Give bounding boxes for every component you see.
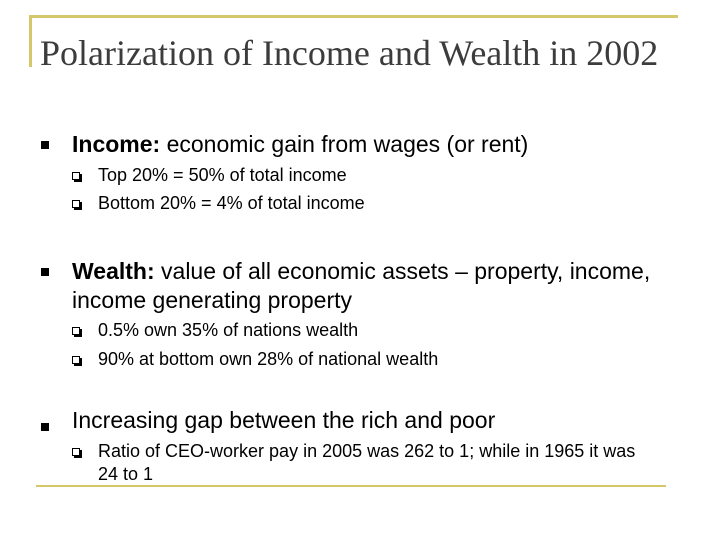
sub-bullet-wealth-bottom: 90% at bottom own 28% of national wealth: [98, 349, 439, 369]
sub-bullet-ceo-ratio: Ratio of CEO-worker pay in 2005 was 262 to 1; while in 1965 it was 24 to 1: [98, 441, 636, 484]
bullet-square-icon: [41, 423, 49, 431]
term-income: Income:: [72, 131, 161, 157]
bullet-square-icon: [41, 141, 49, 149]
sub-bullet-bottom-20: Bottom 20% = 4% of total income: [98, 193, 365, 213]
title-top-rule: [30, 15, 678, 18]
gap-statement: Increasing gap between the rich and poor: [72, 407, 496, 433]
wealth-definition: value of all economic assets – property, income, income generating property: [72, 258, 651, 313]
sub-bullet-checkbox-icon: [72, 200, 80, 208]
sub-bullet-checkbox-icon: [72, 172, 80, 180]
bullet-wealth: [72, 257, 672, 315]
footer-rule: [36, 485, 666, 487]
bullet-square-icon: [41, 268, 49, 276]
term-wealth: Wealth:: [72, 258, 155, 284]
income-definition: economic gain from wages (or rent): [160, 131, 529, 157]
title-left-rule: [29, 15, 32, 67]
sub-bullet-checkbox-icon: [72, 448, 80, 456]
sub-bullet-checkbox-icon: [72, 356, 80, 364]
bullet-income: [72, 130, 672, 159]
sub-bullet-checkbox-icon: [72, 327, 80, 335]
sub-bullet-top-20: Top 20% = 50% of total income: [98, 165, 347, 185]
bullet-gap: [72, 406, 672, 435]
sub-bullet-wealth-top: 0.5% own 35% of nations wealth: [98, 320, 359, 340]
slide-title: Polarization of Income and Wealth in 2002: [40, 33, 659, 73]
